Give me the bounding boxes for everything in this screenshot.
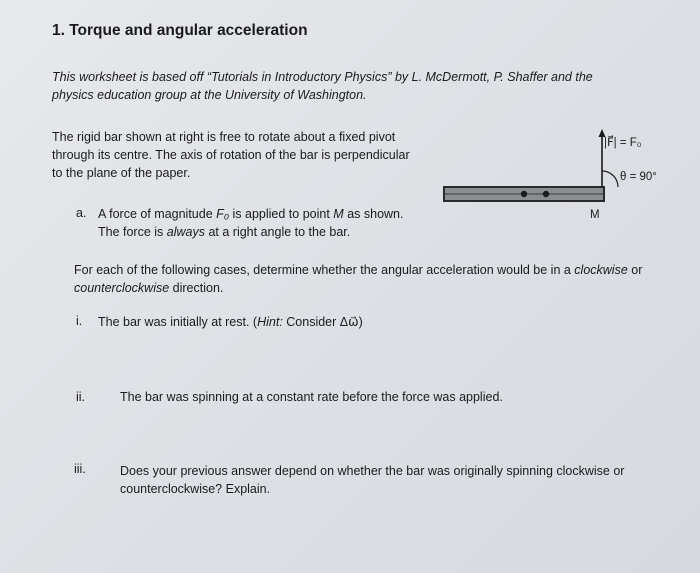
point-m-label: M (590, 209, 600, 221)
part-a-label: a. (76, 206, 87, 220)
question-1-text: The bar was initially at rest. (Hint: Consider Δω⃗) (98, 315, 363, 329)
bar-diagram (430, 125, 680, 235)
intro-paragraph: This worksheet is based off “Tutorials in Introductory Physics” by L. McDermott, P. Shaffer and the physics education group at the University of Washington. (52, 70, 593, 102)
angle-arc (602, 171, 618, 187)
problem-description: The rigid bar shown at right is free to rotate about a fixed pivot through its centre. The axis of rotation of the bar is perpendicular to the plane of the paper. (52, 130, 410, 180)
force-symbol: F₀ (216, 207, 230, 221)
question-1-label: i. (76, 314, 83, 328)
point-m-dot (543, 191, 549, 197)
pivot-point (521, 191, 527, 197)
page-title: 1. Torque and angular acceleration (52, 22, 308, 39)
instructions-paragraph: For each of the following cases, determine whether the angular acceleration would be in a clockwise or counterclockwise direction. (74, 263, 643, 295)
force-magnitude-label: |F⃗| = F₀ (604, 137, 642, 149)
point-symbol: M (333, 207, 344, 221)
part-a-text: A force of magnitude F₀ is applied to point M as shown. The force is always at a right angle to the bar. (98, 207, 404, 239)
always-emphasis: always (166, 224, 205, 239)
question-2-text: The bar was spinning at a constant rate before the force was applied. (120, 390, 503, 404)
question-3-label: iii. (74, 462, 86, 476)
question-3-text: Does your previous answer depend on whether the bar was originally spinning clockwise or counterclockwise? Explain. (120, 464, 625, 496)
question-2-label: ii. (76, 390, 86, 404)
angle-label: θ = 90° (620, 171, 657, 183)
